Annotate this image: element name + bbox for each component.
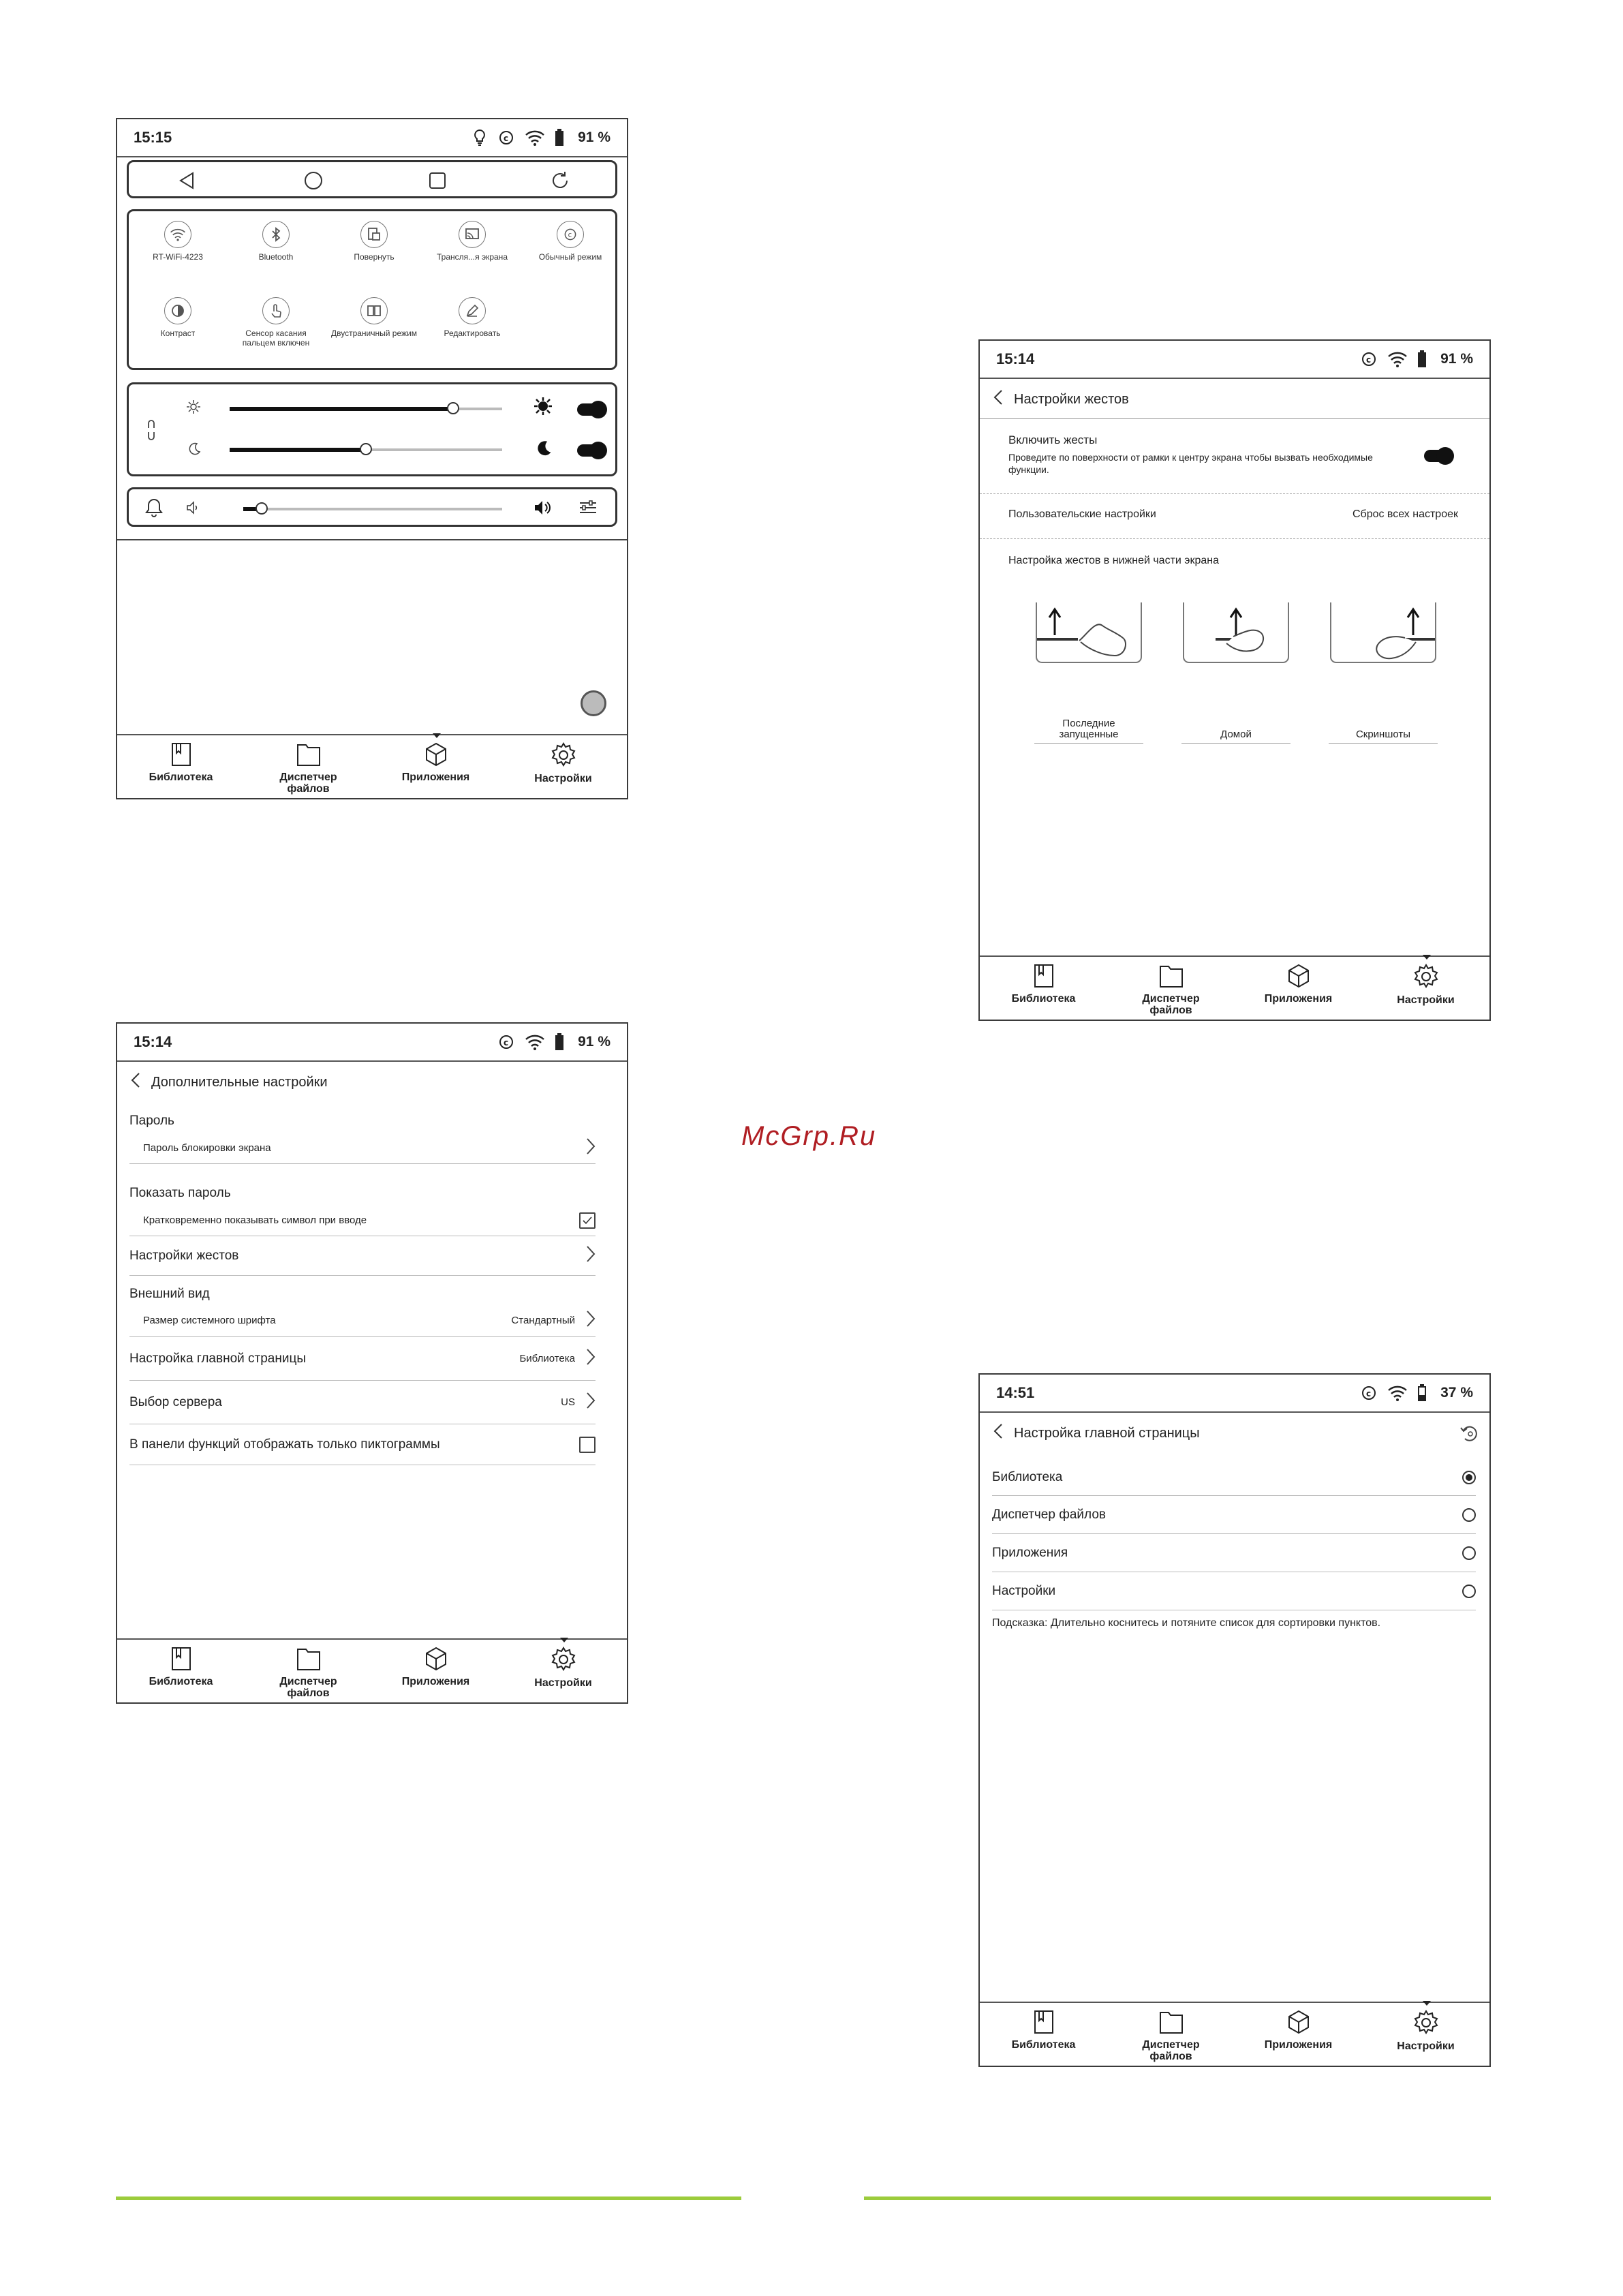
- system-nav-panel: [127, 160, 617, 198]
- front-light-panel: [127, 382, 617, 476]
- screen-additional-settings: [116, 1022, 628, 1704]
- nav-apps[interactable]: [1235, 957, 1362, 1020]
- page-header: [980, 380, 1489, 418]
- show-password-checkbox[interactable]: [579, 1212, 596, 1229]
- bell-icon[interactable]: [145, 498, 163, 521]
- row-server[interactable]: [129, 1381, 596, 1424]
- enable-gestures-toggle[interactable]: [1424, 450, 1451, 462]
- nav-label: Настройки: [534, 1677, 592, 1689]
- nav-apps[interactable]: [372, 1640, 499, 1702]
- library-icon: [1032, 964, 1055, 992]
- nav-library[interactable]: [117, 735, 245, 798]
- speaker-low-icon: [186, 500, 201, 519]
- row-value: Стандартный: [511, 1315, 575, 1326]
- page-title: Дополнительные настройки: [151, 1074, 328, 1090]
- bluetooth-icon: [262, 221, 290, 248]
- custom-settings-label[interactable]: Пользовательские настройки: [1008, 508, 1156, 520]
- nav-files[interactable]: [1107, 2003, 1235, 2066]
- qs-label: Контраст: [160, 328, 196, 338]
- nav-settings[interactable]: [1362, 957, 1489, 1020]
- gesture-card-screenshot[interactable]: [1329, 602, 1438, 664]
- row-label: Размер системного шрифта: [143, 1315, 276, 1326]
- touch-icon: [262, 297, 290, 324]
- row-font-size[interactable]: [129, 1304, 596, 1337]
- section-password: Пароль: [129, 1114, 174, 1128]
- slider-fill: [230, 448, 366, 452]
- chevron-right-icon: [586, 1348, 596, 1370]
- status-bar: [117, 1024, 627, 1062]
- slider-knob[interactable]: [360, 443, 372, 455]
- battery-percent: 37 %: [1440, 1385, 1473, 1400]
- active-marker: [433, 733, 441, 738]
- screen-quick-settings: [116, 118, 628, 799]
- quick-settings-panel: [127, 209, 617, 370]
- section-appearance: Внешний вид: [129, 1287, 210, 1301]
- floating-ball-icon[interactable]: [581, 690, 606, 716]
- back-chevron-icon[interactable]: [131, 1072, 140, 1092]
- footer-line-left: [116, 2196, 741, 2200]
- slider-knob[interactable]: [447, 402, 459, 414]
- enable-gestures-title: Включить жесты: [1008, 433, 1098, 446]
- status-time: 15:15: [134, 129, 172, 146]
- svg-text:c: c: [1366, 1389, 1372, 1398]
- reset-icon[interactable]: [1459, 1424, 1480, 1448]
- battery-low-icon: [1417, 1384, 1427, 1402]
- row-value: Библиотека: [519, 1353, 575, 1364]
- battery-percent: 91 %: [578, 1034, 610, 1050]
- svg-text:c: c: [504, 1038, 509, 1047]
- nav-label: Библиотека: [149, 771, 213, 783]
- recent-square-icon[interactable]: [427, 170, 448, 194]
- nav-apps[interactable]: [1235, 2003, 1362, 2066]
- wifi-icon: [164, 221, 191, 248]
- section-show-password: Показать пароль: [129, 1186, 231, 1200]
- status-bar: [980, 341, 1489, 379]
- gear-icon: [1413, 2010, 1439, 2039]
- screen-home-page-settings: [978, 1373, 1491, 2067]
- option-settings[interactable]: [992, 1572, 1476, 1610]
- page-title: Настройки жестов: [1014, 391, 1129, 407]
- qs-edit[interactable]: [424, 297, 520, 338]
- status-time: 14:51: [996, 1384, 1035, 1401]
- bottom-gestures-section: Настройка жестов в нижней части экрана: [1008, 555, 1219, 566]
- chevron-right-icon: [586, 1310, 596, 1332]
- library-icon: [1032, 2010, 1055, 2038]
- gear-icon: [1413, 964, 1439, 993]
- watermark: McGrp.Ru: [741, 1121, 877, 1151]
- dual-page-icon: [360, 297, 388, 324]
- nav-label: Диспетчер файлов: [279, 771, 337, 795]
- nav-files[interactable]: [245, 735, 372, 798]
- gesture-label-screenshot: Скриншоты: [1329, 729, 1438, 744]
- nav-label: Библиотека: [1011, 2039, 1076, 2051]
- row-show-password[interactable]: [129, 1205, 596, 1236]
- svg-text:c: c: [1366, 355, 1372, 365]
- cube-icon: [424, 742, 448, 770]
- folder-icon: [296, 742, 322, 770]
- wifi-icon: [1387, 1385, 1408, 1401]
- volume-slider[interactable]: [243, 508, 502, 510]
- row-label: Кратковременно показывать символ при вводе: [143, 1214, 367, 1226]
- option-label: Диспетчер файлов: [992, 1507, 1106, 1522]
- radio-unselected[interactable]: [1462, 1585, 1476, 1598]
- row-icons-only[interactable]: [129, 1424, 596, 1465]
- status-bar: [980, 1375, 1489, 1413]
- sun-small-icon: [186, 399, 201, 418]
- gesture-swipe-illustration-icon: [1034, 602, 1143, 664]
- qs-label: Двустраничный режим: [330, 328, 417, 338]
- icons-only-checkbox[interactable]: [579, 1437, 596, 1453]
- qs-wifi[interactable]: [130, 221, 226, 262]
- nav-label: Диспетчер файлов: [279, 1676, 337, 1699]
- gesture-card-home[interactable]: [1181, 602, 1290, 664]
- refresh-mode-icon: [557, 221, 584, 248]
- bottom-nav: [117, 1638, 627, 1702]
- qs-label: Трансля...я экрана: [437, 252, 508, 262]
- sync-icon: [497, 1033, 515, 1051]
- battery-percent: 91 %: [578, 129, 610, 145]
- qs-label: Обычный режим: [538, 252, 602, 262]
- sync-icon: [1360, 350, 1378, 368]
- qs-contrast[interactable]: [130, 297, 226, 338]
- header-divider: [980, 418, 1489, 419]
- row-label: Настройка главной страницы: [129, 1351, 307, 1366]
- library-icon: [170, 1647, 193, 1674]
- row-label: Настройки жестов: [129, 1248, 239, 1263]
- speaker-high-icon: [534, 499, 553, 520]
- nav-label: Библиотека: [1011, 993, 1076, 1005]
- page-header: [117, 1063, 627, 1101]
- front-light-warm-toggle[interactable]: [577, 444, 604, 457]
- cube-icon: [1286, 2010, 1311, 2038]
- nav-library[interactable]: [117, 1640, 245, 1702]
- gesture-card-recent[interactable]: [1034, 602, 1143, 664]
- row-label: В панели функций отображать только пиктограммы: [129, 1437, 440, 1452]
- panel-divider: [117, 539, 627, 540]
- equalizer-icon[interactable]: [578, 499, 598, 520]
- chevron-right-icon: [586, 1392, 596, 1413]
- nav-library[interactable]: [980, 2003, 1107, 2066]
- row-label: Пароль блокировки экрана: [143, 1142, 271, 1154]
- bottom-nav: [117, 734, 627, 798]
- cube-icon: [424, 1647, 448, 1674]
- folder-icon: [1158, 964, 1184, 992]
- qs-bluetooth[interactable]: [228, 221, 324, 262]
- radio-unselected[interactable]: [1462, 1546, 1476, 1560]
- library-icon: [170, 742, 193, 770]
- slider-fill: [230, 407, 453, 411]
- qs-label: RT-WiFi-4223: [153, 252, 203, 262]
- nav-library[interactable]: [980, 957, 1107, 1020]
- bottom-nav: [980, 2002, 1489, 2066]
- qs-cast[interactable]: [424, 221, 520, 262]
- lightbulb-icon: [472, 129, 488, 147]
- nav-files[interactable]: [1107, 957, 1235, 1020]
- svg-text:c: c: [504, 134, 509, 143]
- bottom-nav: [980, 955, 1489, 1020]
- nav-label: Диспетчер файлов: [1142, 2039, 1200, 2062]
- option-label: Настройки: [992, 1583, 1056, 1598]
- qs-label: Bluetooth: [258, 252, 294, 262]
- nav-label: Приложения: [401, 771, 470, 783]
- nav-settings[interactable]: [499, 735, 627, 798]
- moon-small-icon: [187, 442, 201, 459]
- nav-label: Библиотека: [149, 1676, 213, 1687]
- option-label: Приложения: [992, 1545, 1068, 1560]
- nav-settings[interactable]: [499, 1640, 627, 1702]
- rotate-icon: [360, 221, 388, 248]
- option-apps[interactable]: [992, 1534, 1476, 1572]
- refresh-icon[interactable]: [550, 170, 570, 194]
- footer-line-right: [864, 2196, 1491, 2200]
- wifi-icon: [525, 129, 545, 146]
- back-chevron-icon[interactable]: [993, 1423, 1003, 1443]
- row-divider: [980, 493, 1489, 494]
- front-light-warm-slider[interactable]: [230, 448, 502, 451]
- nav-label: Настройки: [1397, 994, 1455, 1006]
- row-divider: [980, 538, 1489, 539]
- screen-gesture-settings: [978, 339, 1491, 1021]
- row-home-page[interactable]: [129, 1337, 596, 1381]
- front-light-cold-toggle[interactable]: [577, 403, 604, 416]
- option-files[interactable]: [992, 1496, 1476, 1534]
- nav-label: Диспетчер файлов: [1142, 993, 1200, 1016]
- sun-large-icon: [534, 397, 553, 419]
- page-title: Настройка главной страницы: [1014, 1425, 1200, 1441]
- sync-icon: [497, 129, 515, 147]
- link-icon[interactable]: [146, 418, 156, 445]
- reset-all-button[interactable]: Сброс всех настроек: [1352, 508, 1458, 520]
- nav-apps[interactable]: [372, 735, 499, 798]
- qs-touch[interactable]: [228, 297, 324, 348]
- gear-icon: [551, 1647, 576, 1676]
- nav-label: Приложения: [1264, 2039, 1333, 2051]
- nav-label: Приложения: [401, 1676, 470, 1687]
- option-library[interactable]: [992, 1459, 1476, 1496]
- enable-gestures-desc: Проведите по поверхности от рамки к центру экрана чтобы вызвать необходимые функции.: [1008, 452, 1373, 475]
- radio-selected[interactable]: [1462, 1471, 1476, 1484]
- status-time: 15:14: [996, 350, 1035, 367]
- option-label: Библиотека: [992, 1469, 1063, 1484]
- volume-panel: [127, 487, 617, 527]
- battery-icon: [1417, 350, 1427, 368]
- active-marker: [1423, 955, 1431, 960]
- gear-icon: [551, 742, 576, 771]
- row-lock-password[interactable]: [129, 1133, 596, 1164]
- qs-rotate[interactable]: [326, 221, 422, 262]
- qs-dual-page[interactable]: [326, 297, 422, 338]
- sync-icon: [1360, 1384, 1378, 1402]
- nav-label: Приложения: [1264, 993, 1333, 1005]
- battery-percent: 91 %: [1440, 351, 1473, 367]
- gesture-swipe-illustration-icon: [1181, 602, 1290, 664]
- status-time: 15:14: [134, 1033, 172, 1050]
- edit-icon: [459, 297, 486, 324]
- nav-files[interactable]: [245, 1640, 372, 1702]
- active-marker: [1423, 2001, 1431, 2006]
- battery-icon: [555, 129, 564, 147]
- nav-label: Настройки: [534, 773, 592, 784]
- qs-label: Повернуть: [354, 252, 395, 262]
- wifi-icon: [525, 1034, 545, 1050]
- page-header: [980, 1414, 1489, 1452]
- front-light-cold-slider[interactable]: [230, 408, 502, 410]
- qs-label: Редактировать: [444, 328, 501, 338]
- moon-large-icon: [535, 439, 553, 460]
- nav-label: Настройки: [1397, 2040, 1455, 2052]
- battery-icon: [555, 1033, 564, 1051]
- folder-icon: [296, 1647, 322, 1674]
- qs-label: Сенсор касания пальцем включен: [242, 328, 310, 348]
- home-circle-icon[interactable]: [303, 170, 324, 194]
- chevron-right-icon: [586, 1137, 596, 1159]
- hint-text: Подсказка: Длительно коснитесь и потяните список для сортировки пунктов.: [992, 1617, 1381, 1629]
- cube-icon: [1286, 964, 1311, 992]
- chevron-right-icon: [586, 1245, 596, 1267]
- nav-settings[interactable]: [1362, 2003, 1489, 2066]
- back-triangle-icon[interactable]: [176, 170, 197, 194]
- gesture-label-home: Домой: [1181, 729, 1290, 744]
- svg-text:c: c: [568, 232, 572, 240]
- contrast-icon: [164, 297, 191, 324]
- cast-icon: [459, 221, 486, 248]
- gesture-label-recent: Последние запущенные: [1034, 718, 1143, 744]
- qs-refresh-mode[interactable]: [523, 221, 618, 262]
- radio-unselected[interactable]: [1462, 1508, 1476, 1522]
- active-marker: [560, 1638, 568, 1642]
- slider-knob[interactable]: [256, 502, 268, 515]
- gesture-swipe-illustration-icon: [1329, 602, 1438, 664]
- back-chevron-icon[interactable]: [993, 389, 1003, 410]
- row-gesture-settings[interactable]: [129, 1236, 596, 1276]
- folder-icon: [1158, 2010, 1184, 2038]
- row-label: Выбор сервера: [129, 1394, 222, 1409]
- wifi-icon: [1387, 351, 1408, 367]
- status-bar: [117, 119, 627, 157]
- row-value: US: [561, 1396, 575, 1408]
